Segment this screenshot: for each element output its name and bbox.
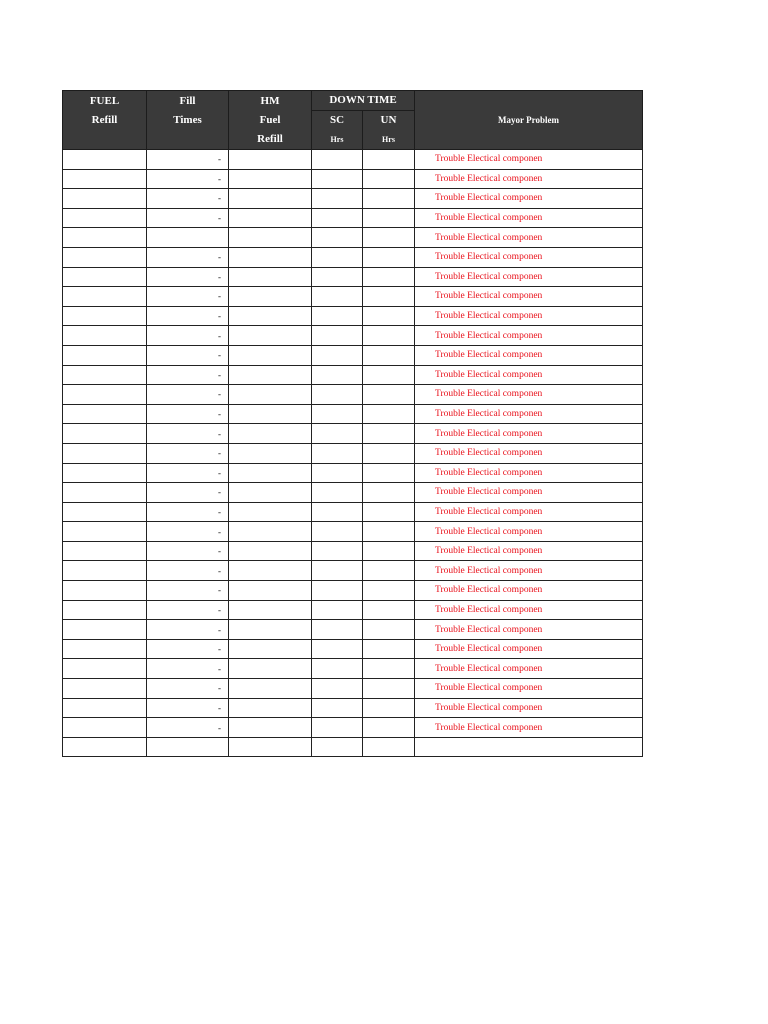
cell-hm-fuel-refill	[229, 404, 312, 424]
cell-hm-fuel-refill	[229, 620, 312, 640]
cell-fill-times: -	[147, 502, 229, 522]
cell-fill-times: -	[147, 639, 229, 659]
cell-hm-fuel-refill	[229, 443, 312, 463]
cell-un-hrs	[363, 189, 415, 209]
cell-hm-fuel-refill	[229, 639, 312, 659]
cell-sc-hrs	[312, 306, 363, 326]
cell-hm-fuel-refill	[229, 345, 312, 365]
cell-un-hrs	[363, 561, 415, 581]
cell-fill-times: -	[147, 189, 229, 209]
cell-un-hrs	[363, 679, 415, 699]
table-row	[63, 208, 643, 228]
cell-hm-fuel-refill	[229, 561, 312, 581]
header-hm-fuel-refill	[229, 91, 312, 150]
cell-sc-hrs	[312, 561, 363, 581]
cell-sc-hrs	[312, 679, 363, 699]
cell-hm-fuel-refill	[229, 581, 312, 601]
cell-mayor-problem: Trouble Electical componen	[415, 541, 643, 561]
cell-fuel-refill	[63, 247, 147, 267]
cell-un-hrs	[363, 385, 415, 405]
table-row	[63, 561, 643, 581]
header-un-label: UN	[380, 114, 397, 126]
cell-fill-times: -	[147, 247, 229, 267]
cell-fuel-refill	[63, 679, 147, 699]
cell-fill-times: -	[147, 365, 229, 385]
cell-fill-times: -	[147, 659, 229, 679]
cell-fill-times: -	[147, 404, 229, 424]
cell-fill-times: -	[147, 718, 229, 738]
cell-fill-times: -	[147, 169, 229, 189]
cell-mayor-problem: Trouble Electical componen	[415, 287, 643, 307]
cell-fill-times: -	[147, 483, 229, 503]
cell-fuel-refill	[63, 228, 147, 248]
cell-hm-fuel-refill	[229, 463, 312, 483]
cell-un-hrs	[363, 502, 415, 522]
cell-mayor-problem	[415, 737, 643, 757]
cell-hm-fuel-refill	[229, 306, 312, 326]
header-sc-label: SC	[329, 114, 345, 126]
cell-un-hrs	[363, 659, 415, 679]
cell-fuel-refill	[63, 620, 147, 640]
cell-mayor-problem: Trouble Electical componen	[415, 679, 643, 699]
header-hm-line2: Fuel	[259, 113, 281, 126]
table-row	[63, 189, 643, 209]
cell-un-hrs	[363, 345, 415, 365]
cell-fuel-refill	[63, 287, 147, 307]
cell-hm-fuel-refill	[229, 267, 312, 287]
fuel-downtime-table	[62, 90, 643, 757]
cell-hm-fuel-refill	[229, 247, 312, 267]
cell-fill-times: -	[147, 600, 229, 620]
cell-hm-fuel-refill	[229, 287, 312, 307]
cell-un-hrs	[363, 424, 415, 444]
cell-fill-times: -	[147, 287, 229, 307]
cell-mayor-problem: Trouble Electical componen	[415, 561, 643, 581]
table-row	[63, 718, 643, 738]
table-row	[63, 150, 643, 170]
fuel-log-sheet	[62, 90, 642, 757]
cell-hm-fuel-refill	[229, 718, 312, 738]
table-row	[63, 639, 643, 659]
cell-hm-fuel-refill	[229, 483, 312, 503]
cell-hm-fuel-refill	[229, 698, 312, 718]
cell-fill-times: -	[147, 306, 229, 326]
cell-fuel-refill	[63, 541, 147, 561]
cell-sc-hrs	[312, 228, 363, 248]
cell-sc-hrs	[312, 522, 363, 542]
cell-fuel-refill	[63, 522, 147, 542]
cell-sc-hrs	[312, 424, 363, 444]
header-down-time: DOWN TIME	[312, 91, 415, 111]
table-row	[63, 169, 643, 189]
cell-un-hrs	[363, 600, 415, 620]
cell-fuel-refill	[63, 639, 147, 659]
cell-un-hrs	[363, 326, 415, 346]
cell-fuel-refill	[63, 189, 147, 209]
cell-fuel-refill	[63, 208, 147, 228]
cell-fill-times: -	[147, 561, 229, 581]
table-row	[63, 463, 643, 483]
header-fuel-refill-line2: Refill	[91, 113, 118, 126]
table-row	[63, 679, 643, 699]
cell-un-hrs	[363, 718, 415, 738]
cell-hm-fuel-refill	[229, 169, 312, 189]
cell-fuel-refill	[63, 169, 147, 189]
cell-sc-hrs	[312, 326, 363, 346]
header-fill-times-line1: Fill	[179, 94, 196, 107]
cell-sc-hrs	[312, 443, 363, 463]
cell-un-hrs	[363, 698, 415, 718]
cell-un-hrs	[363, 169, 415, 189]
cell-sc-hrs	[312, 718, 363, 738]
cell-sc-hrs	[312, 169, 363, 189]
cell-fuel-refill	[63, 404, 147, 424]
cell-fill-times: -	[147, 522, 229, 542]
table-row	[63, 581, 643, 601]
cell-fuel-refill	[63, 600, 147, 620]
table-row	[63, 424, 643, 444]
cell-fuel-refill	[63, 385, 147, 405]
cell-fuel-refill	[63, 365, 147, 385]
cell-un-hrs	[363, 267, 415, 287]
cell-fill-times: -	[147, 443, 229, 463]
cell-mayor-problem: Trouble Electical componen	[415, 345, 643, 365]
cell-hm-fuel-refill	[229, 365, 312, 385]
table-row	[63, 404, 643, 424]
cell-mayor-problem: Trouble Electical componen	[415, 698, 643, 718]
header-hm-line1: HM	[260, 94, 280, 107]
header-fill-times-line2: Times	[173, 113, 202, 126]
cell-fill-times	[147, 228, 229, 248]
header-un-unit: Hrs	[382, 135, 395, 144]
cell-fill-times: -	[147, 326, 229, 346]
cell-mayor-problem: Trouble Electical componen	[415, 600, 643, 620]
header-mayor-problem: Mayor Problem	[415, 91, 643, 150]
cell-hm-fuel-refill	[229, 228, 312, 248]
table-row	[63, 502, 643, 522]
cell-mayor-problem: Trouble Electical componen	[415, 581, 643, 601]
cell-hm-fuel-refill	[229, 541, 312, 561]
table-row	[63, 287, 643, 307]
cell-sc-hrs	[312, 189, 363, 209]
table-row	[63, 385, 643, 405]
cell-fill-times: -	[147, 208, 229, 228]
cell-un-hrs	[363, 208, 415, 228]
header-fill-times	[147, 91, 229, 150]
cell-fuel-refill	[63, 306, 147, 326]
cell-un-hrs	[363, 737, 415, 757]
cell-sc-hrs	[312, 385, 363, 405]
cell-sc-hrs	[312, 620, 363, 640]
cell-mayor-problem: Trouble Electical componen	[415, 404, 643, 424]
cell-mayor-problem: Trouble Electical componen	[415, 424, 643, 444]
header-fuel-refill	[63, 91, 147, 150]
cell-fuel-refill	[63, 345, 147, 365]
cell-hm-fuel-refill	[229, 502, 312, 522]
cell-sc-hrs	[312, 600, 363, 620]
cell-un-hrs	[363, 287, 415, 307]
cell-mayor-problem: Trouble Electical componen	[415, 267, 643, 287]
cell-fuel-refill	[63, 443, 147, 463]
table-row	[63, 365, 643, 385]
cell-hm-fuel-refill	[229, 600, 312, 620]
cell-hm-fuel-refill	[229, 189, 312, 209]
cell-hm-fuel-refill	[229, 326, 312, 346]
table-row	[63, 326, 643, 346]
cell-fuel-refill	[63, 698, 147, 718]
cell-fuel-refill	[63, 424, 147, 444]
cell-fuel-refill	[63, 483, 147, 503]
table-row	[63, 522, 643, 542]
cell-mayor-problem: Trouble Electical componen	[415, 463, 643, 483]
table-row	[63, 345, 643, 365]
cell-hm-fuel-refill	[229, 385, 312, 405]
cell-un-hrs	[363, 365, 415, 385]
cell-un-hrs	[363, 463, 415, 483]
cell-fuel-refill	[63, 737, 147, 757]
header-hm-line3: Refill	[257, 132, 283, 145]
cell-un-hrs	[363, 228, 415, 248]
cell-mayor-problem: Trouble Electical componen	[415, 385, 643, 405]
cell-mayor-problem: Trouble Electical componen	[415, 247, 643, 267]
cell-mayor-problem: Trouble Electical componen	[415, 522, 643, 542]
cell-un-hrs	[363, 620, 415, 640]
cell-hm-fuel-refill	[229, 208, 312, 228]
cell-sc-hrs	[312, 345, 363, 365]
table-header	[63, 91, 643, 150]
table-row	[63, 659, 643, 679]
cell-mayor-problem: Trouble Electical componen	[415, 659, 643, 679]
cell-sc-hrs	[312, 737, 363, 757]
cell-hm-fuel-refill	[229, 659, 312, 679]
cell-mayor-problem: Trouble Electical componen	[415, 639, 643, 659]
cell-un-hrs	[363, 150, 415, 170]
cell-mayor-problem: Trouble Electical componen	[415, 620, 643, 640]
cell-sc-hrs	[312, 404, 363, 424]
cell-mayor-problem: Trouble Electical componen	[415, 189, 643, 209]
cell-mayor-problem: Trouble Electical componen	[415, 483, 643, 503]
cell-sc-hrs	[312, 247, 363, 267]
cell-sc-hrs	[312, 365, 363, 385]
cell-un-hrs	[363, 581, 415, 601]
table-row	[63, 737, 643, 757]
cell-sc-hrs	[312, 541, 363, 561]
cell-fill-times: -	[147, 541, 229, 561]
cell-hm-fuel-refill	[229, 679, 312, 699]
cell-sc-hrs	[312, 659, 363, 679]
cell-un-hrs	[363, 541, 415, 561]
cell-fill-times: -	[147, 679, 229, 699]
cell-un-hrs	[363, 639, 415, 659]
header-un	[363, 111, 415, 150]
cell-un-hrs	[363, 404, 415, 424]
cell-mayor-problem: Trouble Electical componen	[415, 443, 643, 463]
table-row	[63, 600, 643, 620]
cell-fuel-refill	[63, 326, 147, 346]
cell-fuel-refill	[63, 659, 147, 679]
cell-fill-times: -	[147, 267, 229, 287]
header-fuel-refill-line1: FUEL	[89, 94, 120, 107]
cell-mayor-problem: Trouble Electical componen	[415, 228, 643, 248]
cell-fill-times: -	[147, 150, 229, 170]
cell-fuel-refill	[63, 463, 147, 483]
cell-sc-hrs	[312, 698, 363, 718]
cell-fill-times	[147, 737, 229, 757]
table-row	[63, 247, 643, 267]
table-body	[63, 150, 643, 757]
cell-hm-fuel-refill	[229, 737, 312, 757]
cell-sc-hrs	[312, 208, 363, 228]
cell-sc-hrs	[312, 267, 363, 287]
cell-sc-hrs	[312, 502, 363, 522]
cell-sc-hrs	[312, 287, 363, 307]
header-sc	[312, 111, 363, 150]
cell-sc-hrs	[312, 150, 363, 170]
cell-un-hrs	[363, 247, 415, 267]
cell-mayor-problem: Trouble Electical componen	[415, 365, 643, 385]
cell-sc-hrs	[312, 463, 363, 483]
table-row	[63, 228, 643, 248]
table-row	[63, 483, 643, 503]
cell-sc-hrs	[312, 581, 363, 601]
cell-fill-times: -	[147, 385, 229, 405]
cell-fuel-refill	[63, 502, 147, 522]
cell-mayor-problem: Trouble Electical componen	[415, 502, 643, 522]
cell-un-hrs	[363, 522, 415, 542]
cell-mayor-problem: Trouble Electical componen	[415, 718, 643, 738]
cell-mayor-problem: Trouble Electical componen	[415, 150, 643, 170]
header-sc-unit: Hrs	[330, 135, 344, 144]
table-row	[63, 698, 643, 718]
table-row	[63, 541, 643, 561]
cell-fill-times: -	[147, 424, 229, 444]
cell-fuel-refill	[63, 150, 147, 170]
cell-fuel-refill	[63, 267, 147, 287]
cell-mayor-problem: Trouble Electical componen	[415, 169, 643, 189]
cell-sc-hrs	[312, 639, 363, 659]
table-row	[63, 620, 643, 640]
cell-sc-hrs	[312, 483, 363, 503]
cell-fuel-refill	[63, 581, 147, 601]
cell-un-hrs	[363, 306, 415, 326]
cell-hm-fuel-refill	[229, 522, 312, 542]
cell-fill-times: -	[147, 698, 229, 718]
table-row	[63, 267, 643, 287]
cell-fill-times: -	[147, 620, 229, 640]
cell-mayor-problem: Trouble Electical componen	[415, 208, 643, 228]
cell-hm-fuel-refill	[229, 424, 312, 444]
cell-fill-times: -	[147, 581, 229, 601]
cell-fill-times: -	[147, 345, 229, 365]
table-row	[63, 306, 643, 326]
cell-fill-times: -	[147, 463, 229, 483]
table-row	[63, 443, 643, 463]
cell-mayor-problem: Trouble Electical componen	[415, 326, 643, 346]
cell-mayor-problem: Trouble Electical componen	[415, 306, 643, 326]
cell-un-hrs	[363, 443, 415, 463]
cell-un-hrs	[363, 483, 415, 503]
cell-hm-fuel-refill	[229, 150, 312, 170]
cell-fuel-refill	[63, 561, 147, 581]
cell-fuel-refill	[63, 718, 147, 738]
